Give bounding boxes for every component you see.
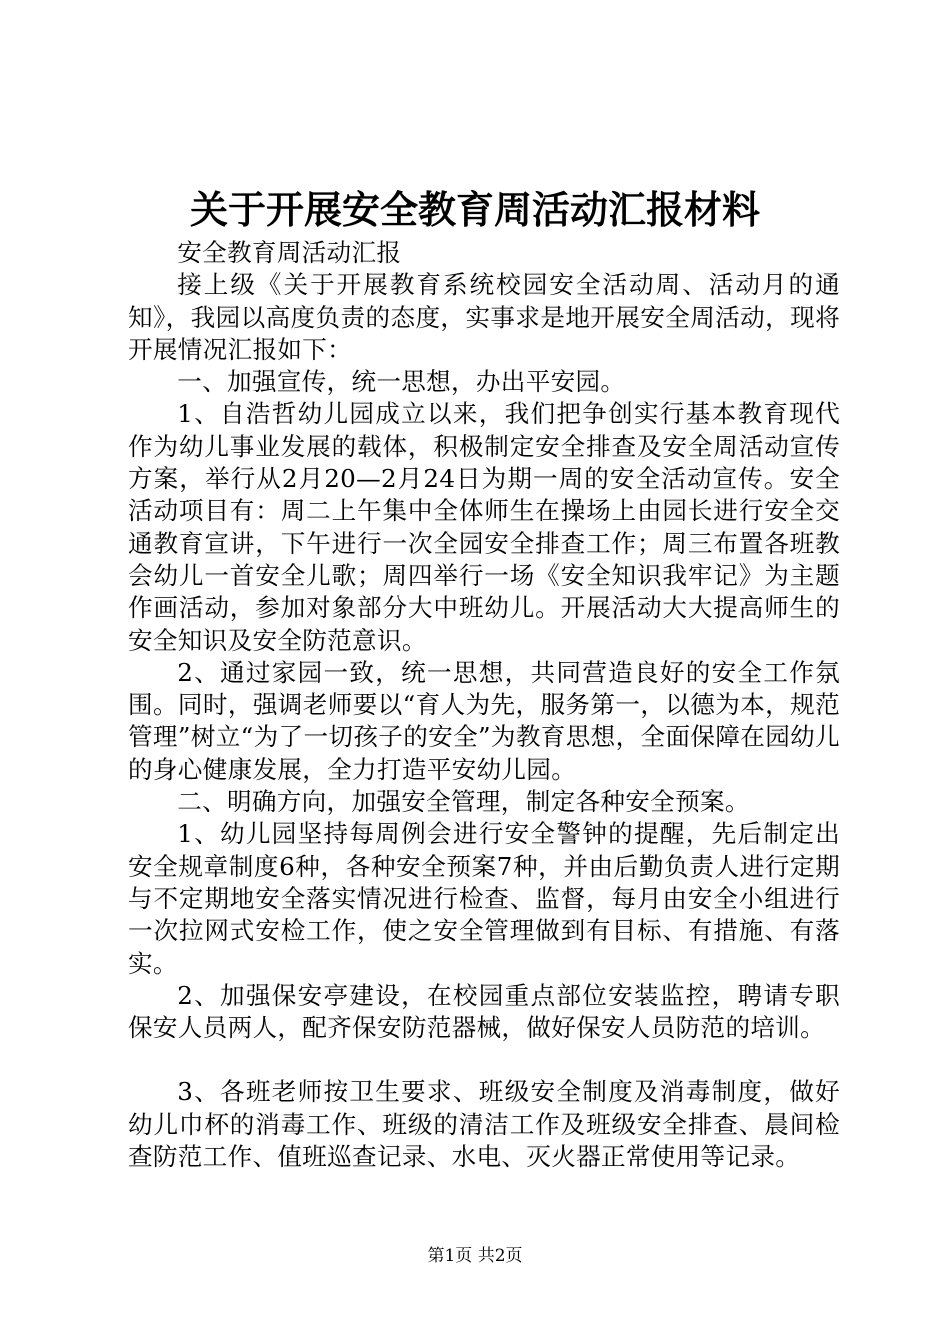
paragraph-1-2: 2、通过家园一致，统一思想，共同营造良好的安全工作氛围。同时，强调老师要以“育人为先，服务第一，以德为本，规范管理”树立“为了一切孩子的安全”为教育思想，全面保障在园幼儿的身心健康发展，全力打造平安幼儿园。 xyxy=(128,657,840,784)
paragraph-2-2: 2、加强保安亭建设，在校园重点部位安装监控，聘请专职保安人员两人，配齐保安防范器械，做好保安人员防范的培训。 xyxy=(128,980,840,1043)
document-title: 关于开展安全教育周活动汇报材料 xyxy=(189,187,760,232)
paragraph-2-3: 3、各班老师按卫生要求、班级安全制度及消毒制度，做好幼儿巾杯的消毒工作、班级的清洁工作及班级安全排查、晨间检查防范工作、值班巡查记录、水电、灭火器正常使用等记录。 xyxy=(128,1077,840,1172)
document-body xyxy=(128,237,840,1173)
page-footer: 第1页 共2页 xyxy=(427,1246,523,1266)
section-heading-2: 二、明确方向，加强安全管理，制定各种安全预案。 xyxy=(177,787,750,817)
paragraph-2-1: 1、幼儿园坚持每周例会进行安全警钟的提醒，先后制定出安全规章制度6种，各种安全预案7种，并由后勤负责人进行定期与不定期地安全落实情况进行检查、监督，每月由安全小组进行一次拉网式安检工作，使之安全管理做到有目标、有措施、有落实。 xyxy=(128,819,840,978)
paragraph-subtitle: 安全教育周活动汇报 xyxy=(177,238,402,267)
paragraph-intro: 接上级《关于开展教育系统校园安全活动周、活动月的通知》，我园以高度负责的态度，实事求是地开展安全周活动，现将开展情况汇报如下： xyxy=(128,270,840,364)
paragraph-1-1: 1、自浩哲幼儿园成立以来，我们把争创实行基本教育现代作为幼儿事业发展的载体，积极制定安全排查及安全周活动宣传方案，举行从2月20—2月24日为期一周的安全活动宣传。安全活动项目有：周二上午集中全体师生在操场上由园长进行安全交通教育宣讲，下午进行一次全园安全排查工作；周三布置各班教会幼儿一首安全儿歌；周四举行一场《安全知识我牢记》为主题作画活动，参加对象部分大中班幼儿。开展活动大大提高师生的安全知识及安全防范意识。 xyxy=(128,399,840,655)
section-heading-1: 一、加强宣传，统一思想，办出平安园。 xyxy=(177,367,626,397)
